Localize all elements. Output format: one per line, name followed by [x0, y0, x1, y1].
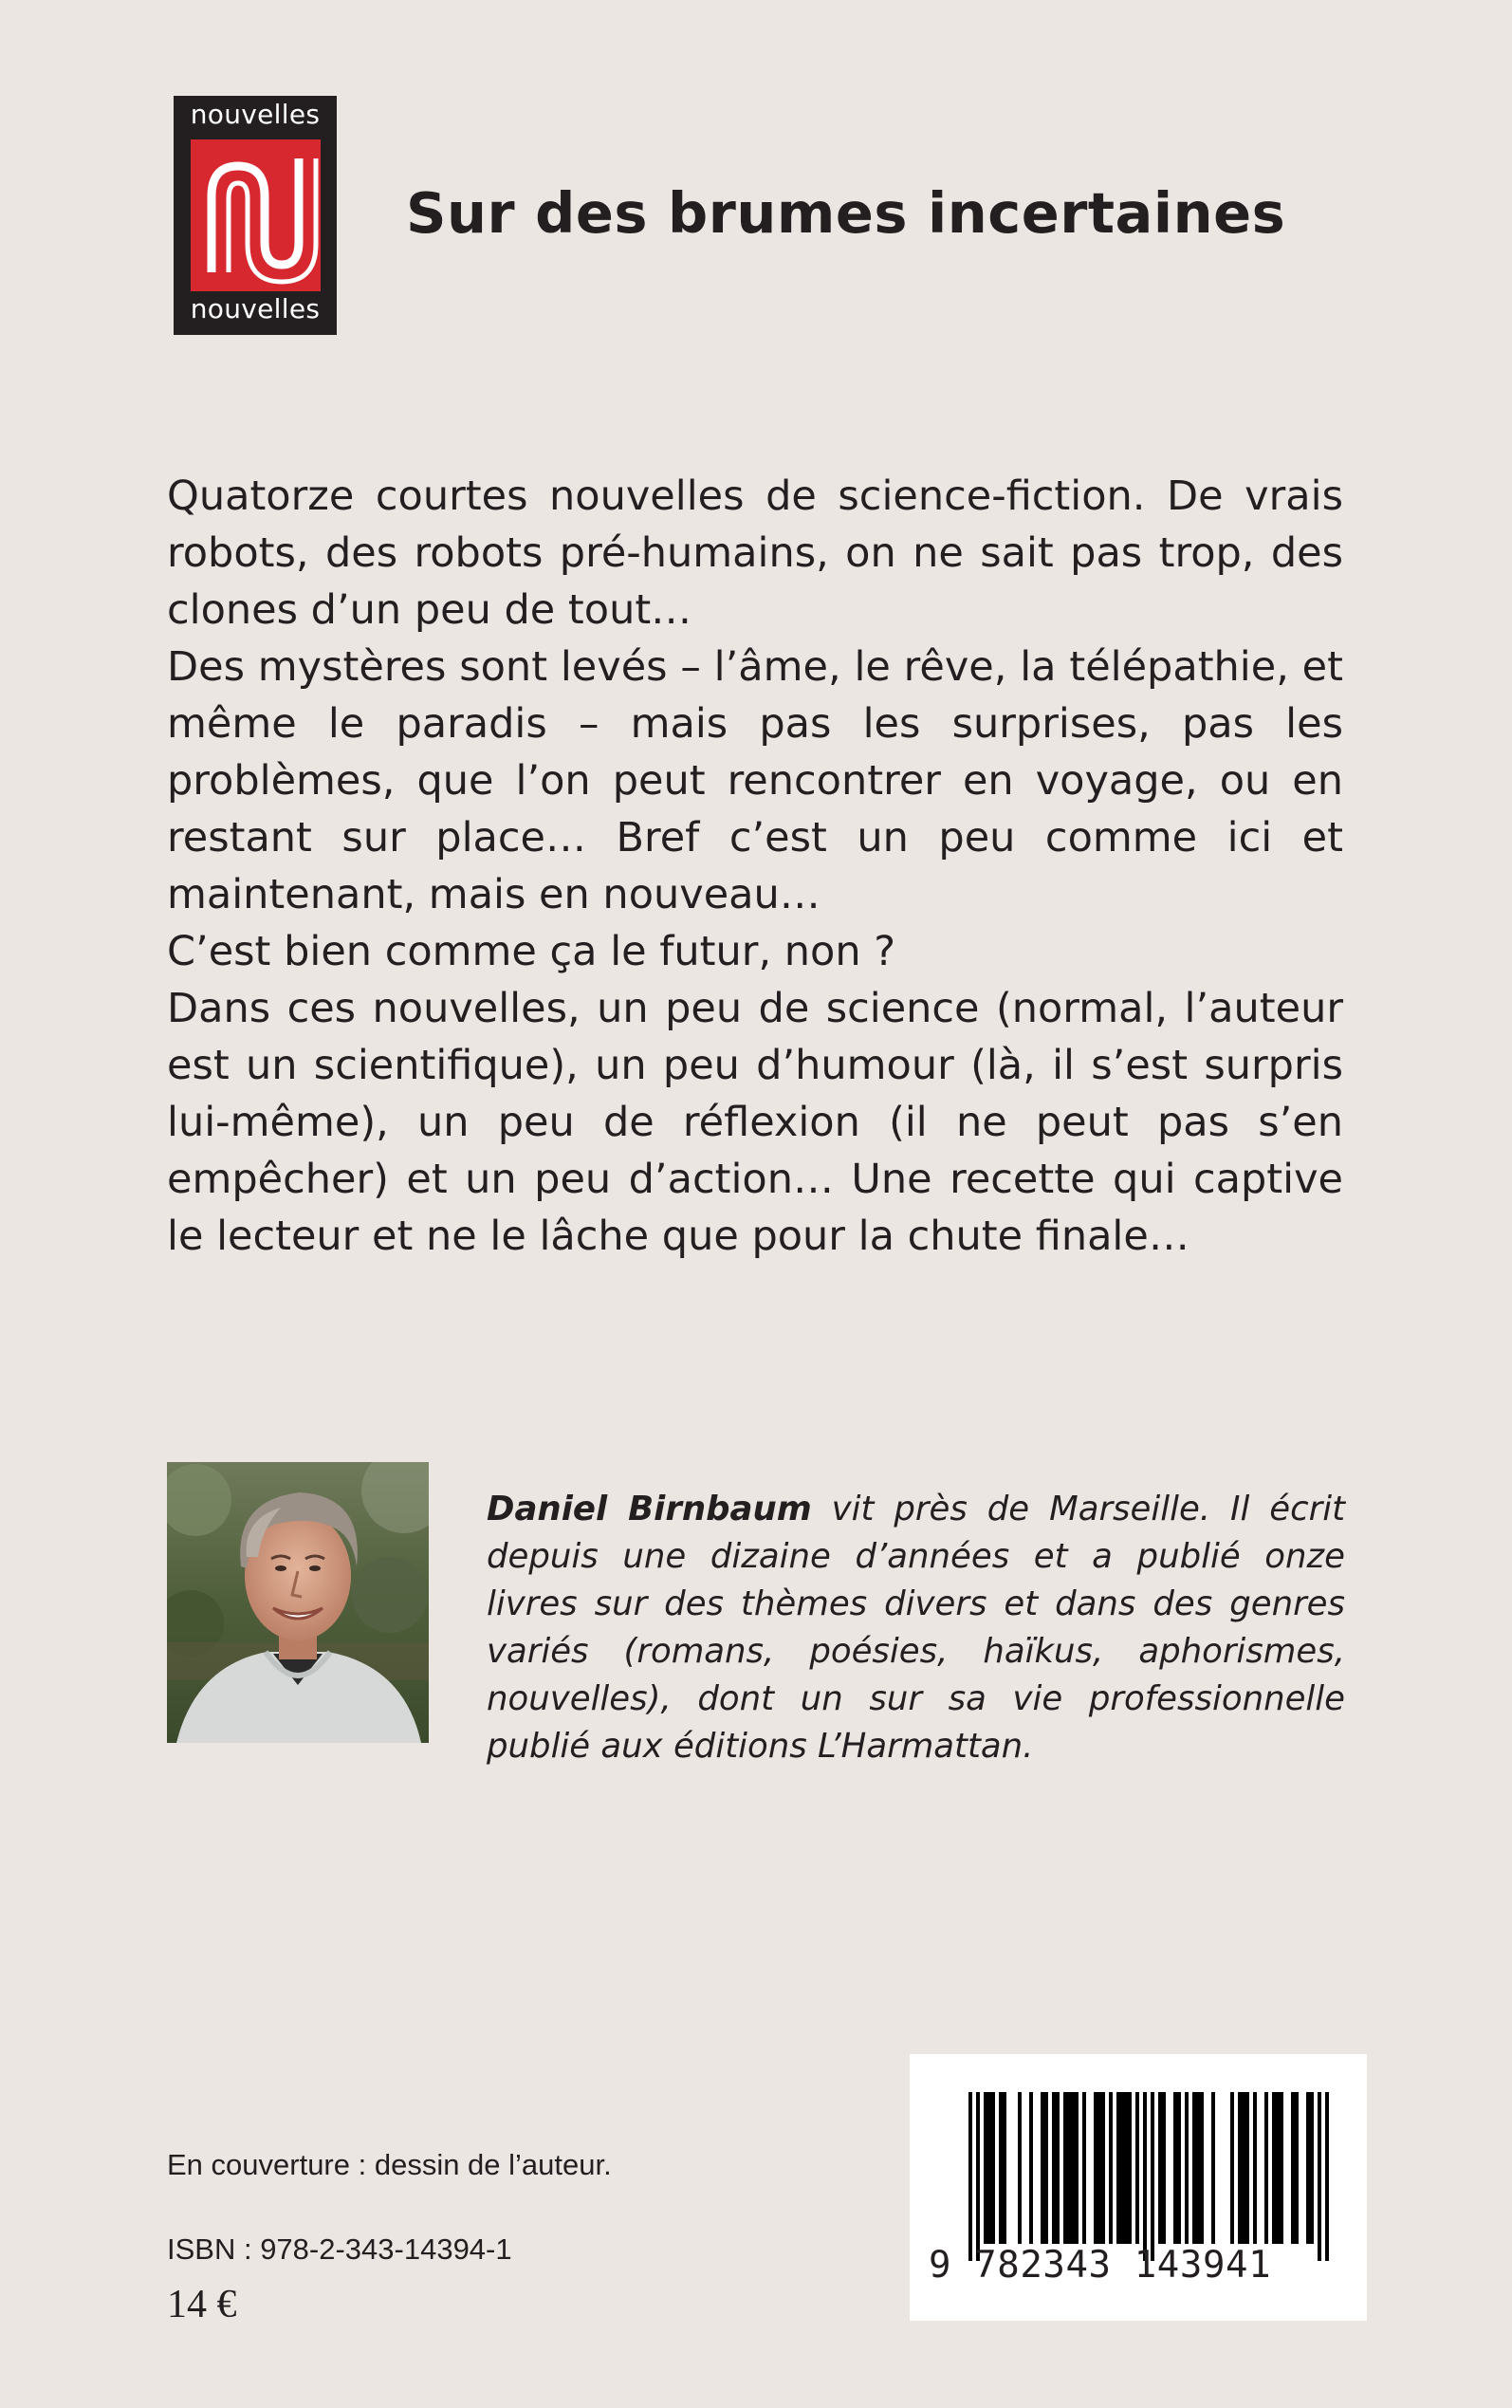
barcode-bar [1276, 2092, 1280, 2244]
logo-nu-mark [191, 139, 321, 291]
barcode-bar [1094, 2092, 1097, 2244]
barcode-bar [1253, 2092, 1257, 2244]
barcode-bar [1185, 2092, 1189, 2244]
price: 14 € [167, 2283, 237, 2326]
barcode-bar [1097, 2092, 1101, 2244]
barcode-bar [1325, 2092, 1329, 2261]
publisher-logo [174, 96, 337, 335]
barcode-bar [1318, 2092, 1321, 2261]
author-name: Daniel Birnbaum [487, 1490, 812, 1528]
barcode-bar [1310, 2092, 1314, 2244]
barcode-bar [984, 2092, 987, 2244]
author-photo [167, 1462, 429, 1743]
barcode-bar [999, 2092, 1003, 2244]
barcode-bar [1173, 2092, 1177, 2244]
barcode-bar [1264, 2092, 1268, 2244]
barcode-bar [1029, 2092, 1033, 2244]
barcode-bar [1295, 2092, 1299, 2244]
barcode-bar [1044, 2092, 1048, 2244]
barcode-bar [1291, 2092, 1295, 2244]
barcode-bar [1052, 2092, 1056, 2244]
barcode-bar [1192, 2092, 1196, 2244]
barcode-bar [1151, 2092, 1154, 2261]
barcode-bar [1245, 2092, 1249, 2244]
barcode-bar [1082, 2092, 1086, 2244]
barcode-bar [1211, 2092, 1215, 2244]
nu-monogram-icon [191, 139, 321, 291]
barcode-bar [1056, 2092, 1060, 2244]
isbn: ISBN : 978-2-343-14394-1 [167, 2232, 512, 2266]
author-portrait-icon [167, 1462, 429, 1743]
cover-credit: En couverture : dessin de l’auteur. [167, 2148, 612, 2181]
barcode-bar [1116, 2092, 1120, 2244]
barcode-bar [1101, 2092, 1105, 2244]
author-bio-text: vit près de Marseille. Il écrit depuis une dizaine d’années et a publié onze livres sur des thèmes divers et dans des genres variés (romans, poésies, haïkus, aphorismes, nouvelles), dont un sur sa vie professionnelle publié aux éditions L’Harmattan. [487, 1490, 1346, 1766]
barcode [910, 2054, 1367, 2321]
barcode-bar [1280, 2092, 1283, 2244]
blurb-paragraph: Quatorze courtes nouvelles de science-fiction. De vrais robots, des robots pré-humains, on ne sait pas trop, des clones d’un peu de tout… [167, 472, 1343, 634]
barcode-bar [1041, 2092, 1044, 2244]
barcode-bar [1067, 2092, 1071, 2244]
blurb-paragraph: Des mystères sont levés – l’âme, le rêve, la télépathie, et même le paradis – mais pas les surprises, pas les problèmes, que l’on peut rencontrer en voyage, ou en restant sur place… Bref c’est un peu comme ici et maintenant, mais en nouveau… [167, 643, 1343, 918]
barcode-bar [1003, 2092, 1006, 2244]
barcode-bar [1128, 2092, 1132, 2244]
barcode-bar [1306, 2092, 1310, 2244]
barcode-bar [1242, 2092, 1245, 2244]
barcode-bar [1196, 2092, 1200, 2244]
barcode-bar [1158, 2092, 1162, 2244]
barcode-bar [1162, 2092, 1166, 2244]
author-bio [487, 1486, 1345, 1770]
book-title: Sur des brumes incertaines [406, 180, 1286, 246]
barcode-bar [976, 2092, 980, 2261]
barcode-bar [1018, 2092, 1022, 2244]
logo-top-word: nouvelles [190, 99, 321, 130]
barcode-bar [968, 2092, 972, 2261]
barcode-bar [987, 2092, 991, 2244]
barcode-bar [1177, 2092, 1181, 2244]
barcode-bar [1272, 2092, 1276, 2244]
barcode-bar [991, 2092, 995, 2244]
barcode-bar [1230, 2092, 1234, 2244]
barcode-bar [1109, 2092, 1113, 2244]
barcode-bar [1238, 2092, 1242, 2244]
barcode-bar [1063, 2092, 1067, 2244]
barcode-bar [1071, 2092, 1075, 2244]
blurb [167, 468, 1343, 1265]
barcode-bar [1124, 2092, 1128, 2244]
barcode-bar [1200, 2092, 1204, 2244]
barcode-bar [1143, 2092, 1147, 2261]
barcode-bar [1120, 2092, 1124, 2244]
barcode-number: 9 782343 143941 [929, 2244, 1272, 2287]
blurb-paragraph: C’est bien comme ça le futur, non ? [167, 928, 896, 975]
barcode-bar [1075, 2092, 1079, 2244]
blurb-paragraph: Dans ces nouvelles, un peu de science (normal, l’auteur est un scientifique), un peu d’humour (là, il s’est surpris lui-même), un peu de réflexion (il ne peut pas s’en empêcher) et un peu d’action… Une recette qui captive le lecteur et ne le lâche que pour la chute finale… [167, 985, 1343, 1260]
barcode-bar [1135, 2092, 1139, 2244]
logo-bottom-word: nouvelles [190, 293, 321, 324]
